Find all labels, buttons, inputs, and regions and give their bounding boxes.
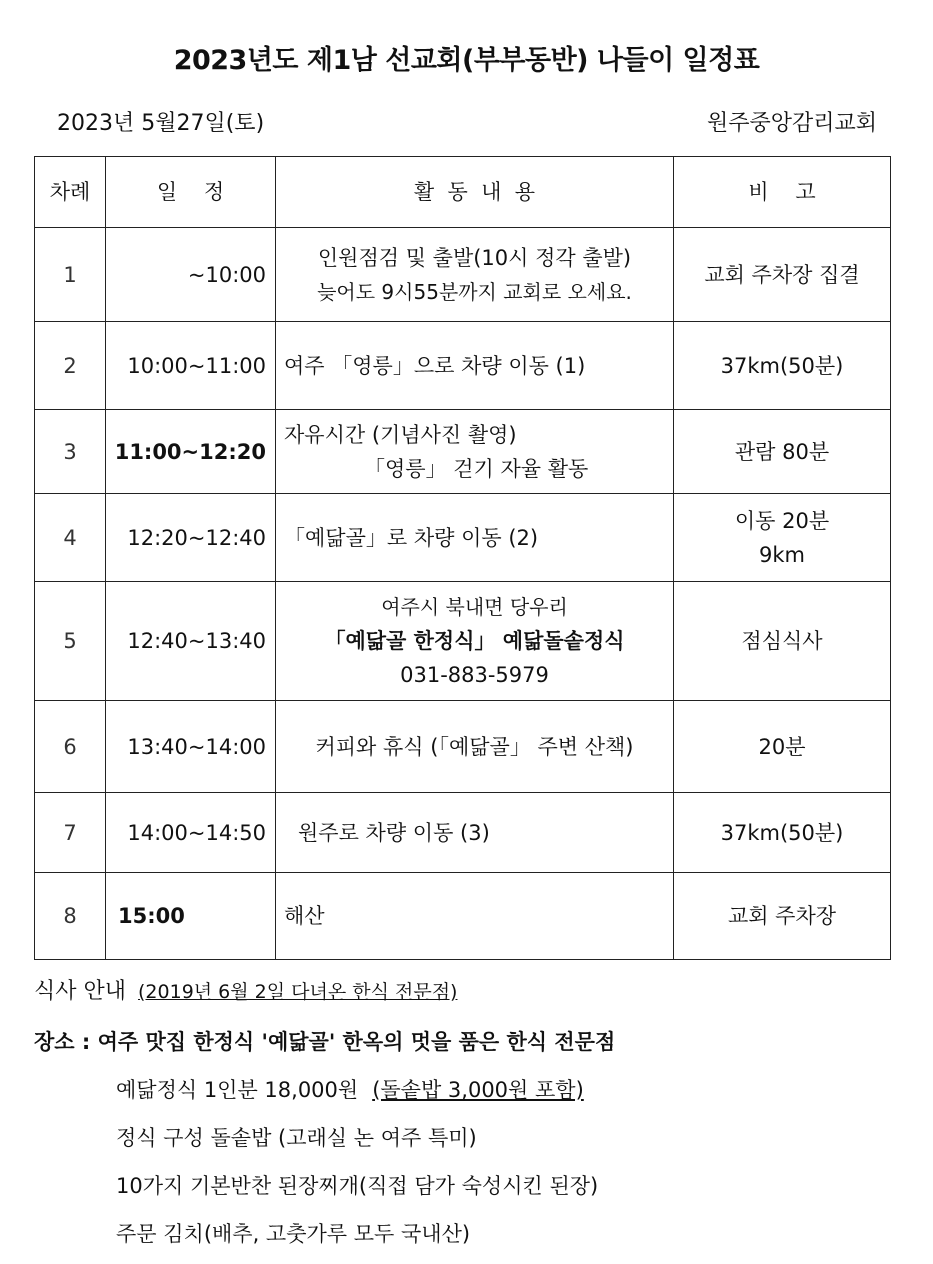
meal-info-heading: [34, 974, 457, 1005]
meal-detail-line: 정식 구성 돌솥밥 (고래실 논 여주 특미): [116, 1126, 477, 1150]
meal-place: 장소 : 여주 맛집 한정식 '예닮골' 한옥의 멋을 품은 한식 전문점: [34, 1030, 616, 1054]
row-activity: [276, 410, 674, 494]
header-time: 일 정: [106, 157, 276, 228]
row-activity: [276, 873, 674, 960]
activity-line: 커피와 휴식 (「예닮골」 주변 산책): [315, 734, 634, 759]
row-time: 13:40~14:00: [106, 701, 276, 793]
table-row: [35, 322, 891, 410]
table-row: [35, 873, 891, 960]
row-no: 7: [35, 793, 106, 873]
note-line: 37km(50분): [720, 820, 844, 845]
note-line: 20분: [758, 734, 806, 759]
row-time: 12:20~12:40: [106, 494, 276, 582]
row-no: 8: [35, 873, 106, 960]
schedule-table: [34, 156, 891, 960]
activity-line: 여주시 북내면 당우리: [381, 595, 568, 619]
note-line: 관람 80분: [734, 439, 830, 464]
table-row: [35, 582, 891, 701]
header-no: 차례: [35, 157, 106, 228]
row-note: [674, 322, 891, 410]
row-no: 4: [35, 494, 106, 582]
row-no: 1: [35, 228, 106, 322]
row-note: [674, 410, 891, 494]
row-note: [674, 873, 891, 960]
table-row: [35, 410, 891, 494]
note-line: 이동 20분: [734, 508, 830, 533]
meal-price-line: [116, 1074, 584, 1104]
table-row: [35, 701, 891, 793]
row-time: 14:00~14:50: [106, 793, 276, 873]
table-row: [35, 793, 891, 873]
row-activity: [276, 701, 674, 793]
page-title: 2023년도 제1남 선교회(부부동반) 나들이 일정표: [173, 45, 760, 76]
row-no: 2: [35, 322, 106, 410]
activity-line: 인원점검 및 출발(10시 정각 출발): [317, 245, 632, 270]
activity-line: 원주로 차량 이동 (3): [298, 820, 490, 845]
row-activity: [276, 322, 674, 410]
row-note: [674, 228, 891, 322]
meal-subnote: (2019년 6월 2일 다녀온 한식 전문점): [138, 981, 458, 1003]
meal-detail-line: 10가지 기본반찬 된장찌개(직접 담가 숙성시킨 된장): [116, 1174, 599, 1198]
table-header-row: [35, 157, 891, 228]
row-note: [674, 701, 891, 793]
activity-line: 「예닮골」로 차량 이동 (2): [284, 525, 539, 550]
activity-line: 여주 「영릉」으로 차량 이동 (1): [284, 353, 586, 378]
row-time: 15:00: [106, 873, 276, 960]
activity-line: 자유시간 (기념사진 촬영): [284, 422, 517, 447]
row-time: 11:00~12:20: [106, 410, 276, 494]
activity-line: 031-883-5979: [400, 663, 549, 687]
table-row: [35, 228, 891, 322]
row-no: 5: [35, 582, 106, 701]
row-time: ~10:00: [106, 228, 276, 322]
row-note: [674, 582, 891, 701]
meal-detail-line: 주문 김치(배추, 고춧가루 모두 국내산): [116, 1222, 471, 1246]
table-row: [35, 494, 891, 582]
organization-name: 원주중앙감리교회: [706, 111, 877, 136]
row-activity: [276, 494, 674, 582]
meal-price-note: (돌솥밥 3,000원 포함): [372, 1078, 584, 1102]
activity-line: 「영릉」 걷기 자율 활동: [364, 456, 589, 481]
activity-line: 늦어도 9시55분까지 교회로 오세요.: [317, 279, 632, 304]
activity-line: 해산: [284, 904, 325, 928]
row-no: 6: [35, 701, 106, 793]
row-activity: [276, 793, 674, 873]
meal-heading-text: 식사 안내: [34, 979, 127, 1004]
note-line: 교회 주차장: [727, 904, 837, 928]
row-activity: [276, 582, 674, 701]
row-note: [674, 793, 891, 873]
meal-price: 예닮정식 1인분 18,000원: [116, 1078, 359, 1102]
note-line: 37km(50분): [720, 353, 844, 378]
row-no: 3: [35, 410, 106, 494]
header-activity: 활 동 내 용: [276, 157, 674, 228]
row-note: [674, 494, 891, 582]
header-note: 비 고: [674, 157, 891, 228]
row-time: 12:40~13:40: [106, 582, 276, 701]
row-time: 10:00~11:00: [106, 322, 276, 410]
note-line: 점심식사: [741, 629, 823, 653]
event-date: 2023년 5월27일(토): [57, 111, 265, 136]
note-line: 교회 주차장 집결: [704, 262, 860, 287]
activity-line: 「예닮골 한정식」 예닮돌솥정식: [324, 629, 625, 653]
row-activity: [276, 228, 674, 322]
note-line: 9km: [759, 542, 805, 567]
